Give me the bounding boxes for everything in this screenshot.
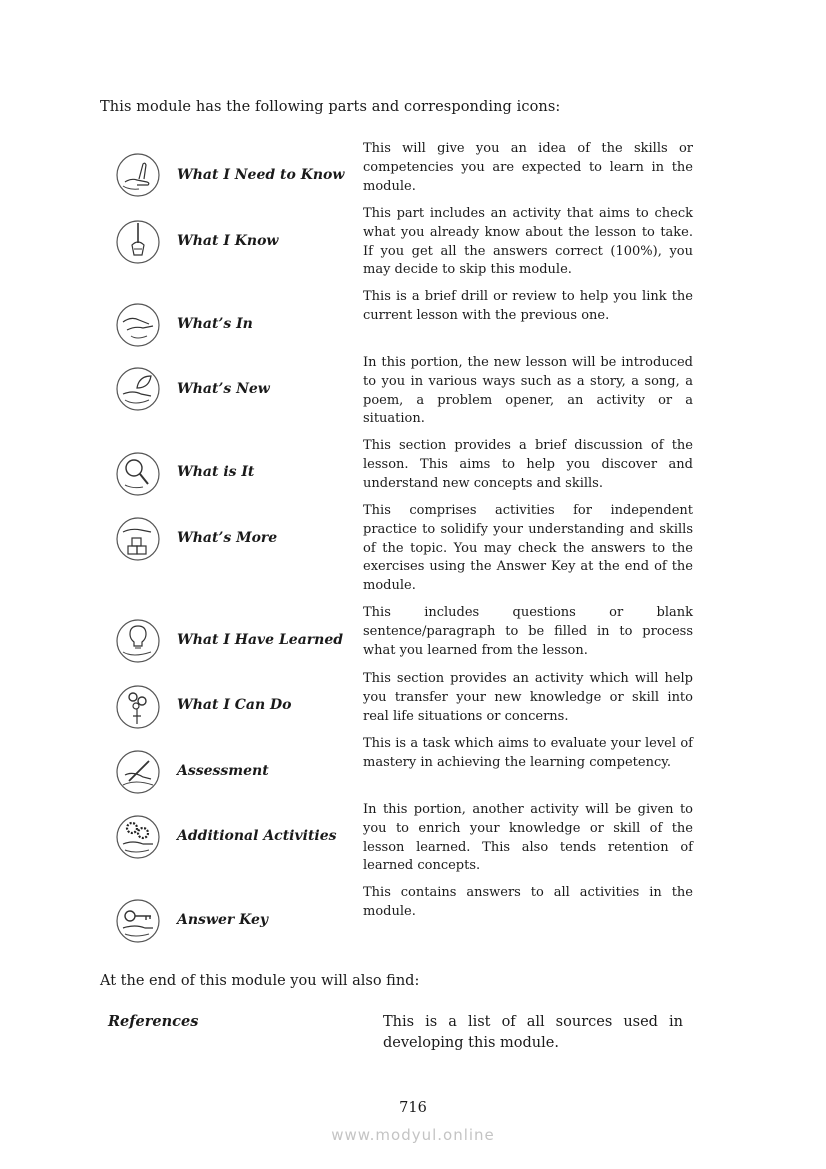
- part-label: What I Can Do: [177, 697, 292, 713]
- hand-pointing-icon: [115, 152, 161, 198]
- part-description: This includes questions or blank sentence/paragraph to be filled in to process what you learned from the lesson.: [363, 605, 693, 658]
- key-hand-icon: [115, 898, 161, 944]
- pencil-hand-icon: [115, 219, 161, 265]
- part-description: This comprises activities for independent practice to solidify your understanding and skills of the topic. You may check the answers to the exercises using the Answer Key at the end of the module.: [363, 503, 693, 594]
- outro-text: At the end of this module you will also find:: [100, 973, 420, 989]
- part-label: What’s In: [177, 316, 253, 332]
- gears-hand-icon: [115, 684, 161, 730]
- part-label: What I Know: [177, 233, 279, 249]
- part-description: This will give you an idea of the skills or competencies you are expected to learn in the module.: [363, 141, 693, 194]
- part-label: What I Have Learned: [177, 632, 344, 648]
- part-description: In this portion, the new lesson will be introduced to you in various ways such as a story, a song, a poem, a problem opener, an activity or a situation.: [363, 355, 693, 427]
- part-description: In this portion, another activity will be given to you to enrich your knowledge or skill of the lesson learned. This also tends retention of learned concepts.: [363, 802, 693, 874]
- part-description: This section provides a brief discussion of the lesson. This aims to help you discover and understand new concepts and skills.: [363, 438, 693, 491]
- part-description: This part includes an activity that aims to check what you already know about the lesson to take. If you get all the answers correct (100%), you may decide to skip this module.: [363, 206, 693, 278]
- part-description: This contains answers to all activities in the module.: [363, 885, 693, 919]
- watermark: www.modyul.online: [331, 1126, 495, 1144]
- part-label: Answer Key: [177, 912, 269, 928]
- part-description: This is a task which aims to evaluate your level of mastery in achieving the learning competency.: [363, 736, 693, 770]
- writing-hand-icon: [115, 749, 161, 795]
- references-label: References: [108, 1013, 199, 1030]
- part-label: Assessment: [177, 763, 269, 779]
- part-description: This is a brief drill or review to help you link the current lesson with the previous one.: [363, 289, 693, 323]
- lightbulb-hand-icon: [115, 618, 161, 664]
- page-number: 716: [399, 1100, 427, 1116]
- part-label: What’s New: [177, 381, 270, 397]
- part-label: What’s More: [177, 530, 278, 546]
- references-description: This is a list of all sources used in developing this module.: [383, 1014, 683, 1051]
- magnifier-hand-icon: [115, 451, 161, 497]
- part-description: This section provides an activity which will help you transfer your new knowledge or skill into real life situations or concerns.: [363, 671, 693, 724]
- intro-text: This module has the following parts and corresponding icons:: [100, 99, 561, 115]
- part-label: What is It: [177, 464, 255, 480]
- cogs-hand-icon: [115, 814, 161, 860]
- handshake-icon: [115, 302, 161, 348]
- part-label: Additional Activities: [177, 828, 337, 844]
- part-label: What I Need to Know: [177, 167, 345, 183]
- leaf-hand-icon: [115, 366, 161, 412]
- blocks-hand-icon: [115, 516, 161, 562]
